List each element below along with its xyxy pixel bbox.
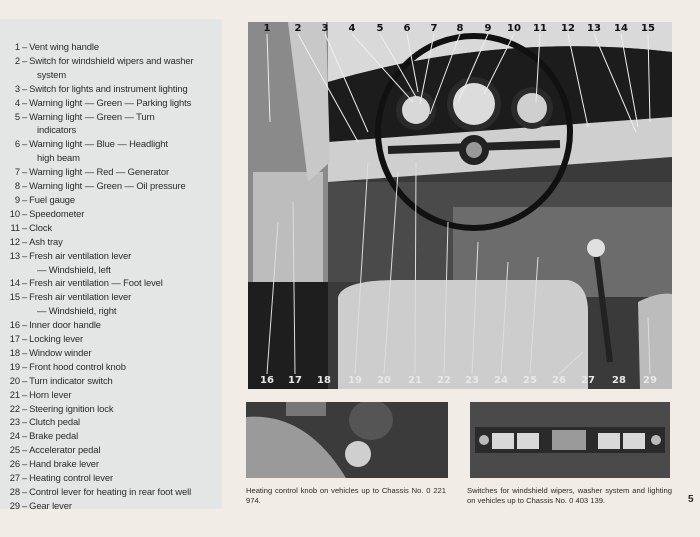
legend-text: Window winder (29, 346, 92, 358)
callout-number: 4 (348, 23, 356, 34)
callout-number: 16 (260, 375, 274, 386)
legend-number: 29 (9, 499, 20, 511)
legend-item (6, 429, 194, 443)
legend-number: 17 (9, 333, 20, 345)
legend-text: Warning light — Green — Parking lights (29, 96, 192, 108)
callout-number: 3 (321, 23, 329, 34)
callout-number: 14 (614, 23, 628, 34)
legend-item (6, 137, 194, 151)
legend-dash: – (22, 416, 28, 428)
legend-item (6, 249, 194, 263)
callout-number: 24 (494, 375, 508, 386)
legend-dash: – (22, 374, 28, 386)
legend-text: Switch for windshield wipers and washer (29, 54, 194, 66)
legend-item (6, 165, 194, 179)
callout-number: 1 (263, 23, 271, 34)
legend-number: 10 (9, 207, 20, 219)
legend-text: Gear lever (29, 499, 72, 511)
legend-dash: – (22, 54, 28, 66)
legend-text: Switch for lights and instrument lighting (29, 82, 188, 94)
legend-dash: – (22, 221, 28, 233)
legend-text: Front hood control knob (29, 360, 126, 372)
legend-dash: – (22, 235, 28, 247)
legend-text: Clutch pedal (29, 416, 81, 428)
legend-number: 9 (14, 193, 20, 205)
legend-number: 27 (9, 472, 20, 484)
legend-item-continuation: — Windshield, left (37, 263, 111, 275)
legend-text: Fresh air ventilation lever (29, 249, 132, 261)
legend-item (6, 485, 194, 499)
legend-item (6, 388, 194, 402)
legend-dash: – (22, 277, 28, 289)
legend-text: Fuel gauge (29, 193, 76, 205)
legend-text: Speedometer (29, 207, 85, 219)
legend-text: Hand brake lever (29, 458, 99, 470)
caption-switches: Switches for windshield wipers, washer system and lighting on vehicles up to Chassis No. 0 403 139. (467, 486, 672, 505)
legend-item-continuation: — Windshield, right (37, 305, 117, 317)
legend-number: 13 (9, 249, 20, 261)
callout-number: 9 (484, 23, 492, 34)
legend-number: 21 (9, 388, 20, 400)
legend-number: 15 (9, 291, 20, 303)
callout-number: 2 (294, 23, 302, 34)
legend-dash: – (22, 41, 28, 52)
legend-dash: – (22, 82, 28, 94)
legend-number: 19 (9, 360, 20, 372)
legend-item (6, 402, 194, 416)
callout-number: 15 (641, 23, 655, 34)
callout-number: 5 (376, 23, 384, 34)
callout-number: 21 (408, 375, 422, 386)
legend-dash: – (22, 486, 28, 497)
legend-item (6, 207, 194, 221)
legend-text: Warning light — Green — Turn (29, 110, 155, 122)
legend-list (6, 40, 194, 513)
switches-illustration (470, 402, 670, 478)
legend-item (6, 346, 194, 360)
callout-number: 28 (612, 375, 626, 386)
dashboard-illustration (248, 22, 672, 389)
legend-number: 25 (9, 444, 20, 456)
legend-item (6, 318, 194, 332)
legend-item (6, 40, 194, 54)
legend-text: Inner door handle (29, 319, 101, 331)
legend-number: 16 (9, 319, 20, 331)
legend-dash: – (22, 207, 28, 219)
legend-number: 11 (10, 221, 20, 233)
legend-item (6, 443, 194, 457)
callout-number: 29 (643, 375, 657, 386)
callout-number: 7 (430, 23, 438, 34)
callout-number: 10 (507, 23, 521, 34)
legend-text: Warning light — Green — Oil pressure (29, 180, 186, 192)
legend-dash: – (22, 193, 28, 205)
legend-item (6, 110, 194, 124)
legend-text: Control lever for heating in rear foot well (29, 486, 192, 497)
legend-item (6, 332, 194, 346)
legend-item (6, 499, 194, 513)
legend-dash: – (22, 249, 28, 261)
legend-item (6, 471, 194, 485)
legend-dash: – (22, 346, 28, 358)
legend-number: 23 (9, 416, 20, 428)
heating-knob-illustration (246, 402, 448, 478)
legend-text: Brake pedal (29, 430, 79, 442)
legend-text: Accelerator pedal (29, 444, 101, 456)
legend-number: 8 (14, 180, 20, 192)
legend-dash: – (22, 458, 28, 470)
legend-dash: – (22, 138, 28, 150)
callout-number: 6 (403, 23, 411, 34)
switches-photo (470, 402, 670, 478)
legend-number: 12 (9, 235, 20, 247)
caption-heating-knob: Heating control knob on vehicles up to Chassis No. 0 221 974. (246, 486, 446, 505)
legend-text: Horn lever (29, 388, 72, 400)
callout-number: 20 (377, 375, 391, 386)
legend-dash: – (22, 360, 28, 372)
legend-item (6, 96, 194, 110)
callout-number: 17 (288, 375, 302, 386)
legend-item (6, 360, 194, 374)
legend-item (6, 82, 194, 96)
callout-number: 12 (561, 23, 575, 34)
legend-number: 3 (14, 82, 20, 94)
legend-item-continuation: high beam (37, 152, 80, 164)
heating-knob-photo (246, 402, 448, 478)
legend-text: Heating control lever (29, 472, 114, 484)
legend-item (6, 235, 194, 249)
callout-number: 26 (552, 375, 566, 386)
callout-number: 8 (456, 23, 464, 34)
legend-dash: – (22, 430, 28, 442)
callout-number: 19 (348, 375, 362, 386)
legend-text: Fresh air ventilation — Foot level (29, 277, 163, 289)
legend-dash: – (22, 472, 28, 484)
callout-number: 13 (587, 23, 601, 34)
callout-number: 22 (437, 375, 451, 386)
legend-item-continuation: system (37, 68, 67, 80)
legend-item (6, 54, 194, 68)
legend-dash: – (22, 333, 28, 345)
legend-item (6, 193, 194, 207)
legend-number: 24 (9, 430, 20, 442)
legend-text: Fresh air ventilation lever (29, 291, 132, 303)
legend-text: Steering ignition lock (29, 402, 114, 414)
legend-item (6, 457, 194, 471)
legend-number: 22 (9, 402, 20, 414)
legend-number: 28 (9, 486, 20, 497)
legend-dash: – (22, 444, 28, 456)
legend-dash: – (22, 402, 28, 414)
legend-number: 14 (9, 277, 20, 289)
callout-number: 25 (523, 375, 537, 386)
legend-text: Warning light — Red — Generator (29, 166, 169, 178)
dashboard-photo (248, 22, 672, 389)
legend-dash: – (22, 291, 28, 303)
legend-number: 26 (9, 458, 20, 470)
callout-number: 23 (465, 375, 479, 386)
callout-number: 27 (581, 375, 595, 386)
legend-dash: – (22, 96, 28, 108)
legend-panel (0, 19, 222, 509)
page-number: 5 (688, 494, 694, 505)
legend-number: 18 (9, 346, 20, 358)
legend-item-continuation: indicators (37, 124, 77, 136)
legend-text: Turn indicator switch (29, 374, 113, 386)
legend-item (6, 276, 194, 290)
legend-text: Vent wing handle (29, 41, 99, 52)
legend-dash: – (22, 180, 28, 192)
legend-text: Clock (29, 221, 53, 233)
legend-item (6, 179, 194, 193)
callout-number: 18 (317, 375, 331, 386)
legend-text: Warning light — Blue — Headlight (29, 138, 168, 150)
legend-item (6, 290, 194, 304)
legend-dash: – (22, 388, 28, 400)
legend-dash: – (22, 110, 28, 122)
legend-text: Locking lever (29, 333, 84, 345)
legend-number: 4 (14, 96, 20, 108)
legend-number: 20 (9, 374, 20, 386)
legend-number: 5 (14, 110, 20, 122)
legend-number: 1 (14, 41, 20, 52)
callout-number: 11 (533, 23, 547, 34)
legend-dash: – (22, 166, 28, 178)
legend-item (6, 374, 194, 388)
legend-dash: – (22, 319, 28, 331)
legend-number: 7 (14, 166, 20, 178)
legend-number: 2 (14, 54, 20, 66)
legend-text: Ash tray (29, 235, 63, 247)
legend-item (6, 415, 194, 429)
legend-dash: – (22, 499, 28, 511)
legend-number: 6 (14, 138, 20, 150)
legend-item (6, 221, 194, 235)
